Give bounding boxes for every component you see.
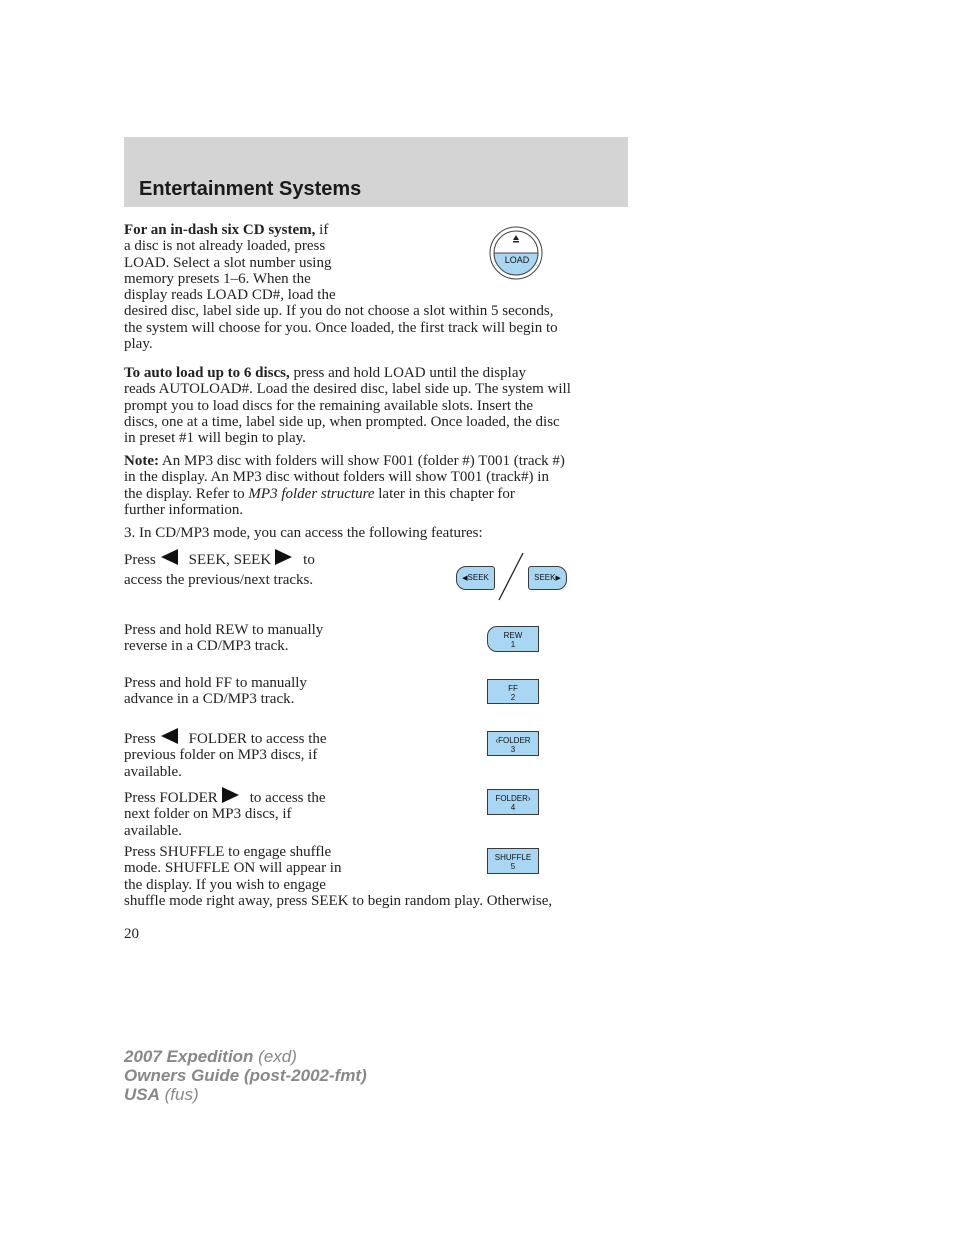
folder-next-chevron-icon: › [527, 794, 531, 803]
folder-left-arrow-icon [161, 728, 178, 744]
paragraph-note: Note: An MP3 disc with folders will show F001 (folder #) T001 (track #) in the display. An MP3 disc without folders will show T001 (track#) in the display. Refer to MP3 folder structure later in this chapter for further information. [124, 453, 565, 518]
seek-next-button: SEEK▶ [528, 566, 567, 590]
load-label: LOAD [504, 255, 530, 265]
ff-description: Press and hold FF to manually advance in a CD/MP3 track. [124, 675, 307, 708]
load-button-illustration [489, 226, 545, 282]
paragraph-autoload: To auto load up to 6 discs, press and hold LOAD until the display reads AUTOLOAD#. Load the desired disc, label side up. The system will prompt you to load discs for the remaining available slots. Insert the discs, one at a time, label side up, when prompted. Once loaded, the disc in preset #1 will begin to play. [124, 365, 571, 447]
seek-previous-button: ◀SEEK [456, 566, 495, 590]
seek-next-arrow-icon: ▶ [555, 575, 561, 582]
paragraph-lead: For an in-dash six CD system, [124, 222, 316, 238]
step-3: 3. In CD/MP3 mode, you can access the following features: [124, 525, 483, 541]
page-number: 20 [124, 926, 139, 942]
folder-right-arrow-icon [222, 787, 239, 803]
document-footer: 2007 Expedition (exd) Owners Guide (post-2002-fmt) USA (fus) [124, 1047, 367, 1104]
folder-prev-chevron-icon: ‹ [495, 736, 499, 745]
shuffle-button: SHUFFLE 5 [487, 848, 539, 874]
folder-next-button: FOLDER› 4 [487, 789, 539, 815]
folder-prev-button: ‹FOLDER 3 [487, 731, 539, 756]
folder-next-description: Press FOLDER to access the next folder on MP3 discs, if available. [124, 787, 384, 839]
seek-description: Press SEEK, SEEK to access the previous/next tracks. [124, 549, 384, 590]
section-title: Entertainment Systems [139, 178, 362, 200]
paragraph-cd-system: For an in-dash six CD system, if a disc is not already loaded, press LOAD. Select a slot number using memory presets 1–6. When the display reads LOAD CD#, load the desired disc, label side up. If you do not choose a slot within 5 seconds, the system will choose for you. Once loaded, the first track will begin to play. [124, 222, 558, 353]
seek-prev-arrow-icon: ◀ [462, 575, 468, 582]
folder-prev-description: Press FOLDER to access the previous folder on MP3 discs, if available. [124, 728, 384, 780]
seek-divider [497, 552, 525, 602]
rew-description: Press and hold REW to manually reverse in a CD/MP3 track. [124, 622, 324, 655]
load-button-icon [489, 226, 545, 282]
header-band [124, 137, 628, 207]
shuffle-description: Press SHUFFLE to engage shuffle mode. SHUFFLE ON will appear in the display. If you wish to engage shuffle mode right away, press SEEK to begin random play. Otherwise, [124, 844, 553, 909]
ff-button: FF 2 [487, 679, 539, 704]
seek-left-arrow-icon [161, 549, 178, 565]
cross-reference: MP3 folder structure [248, 485, 375, 502]
seek-right-arrow-icon [275, 549, 292, 565]
rew-button: REW 1 [487, 626, 539, 652]
